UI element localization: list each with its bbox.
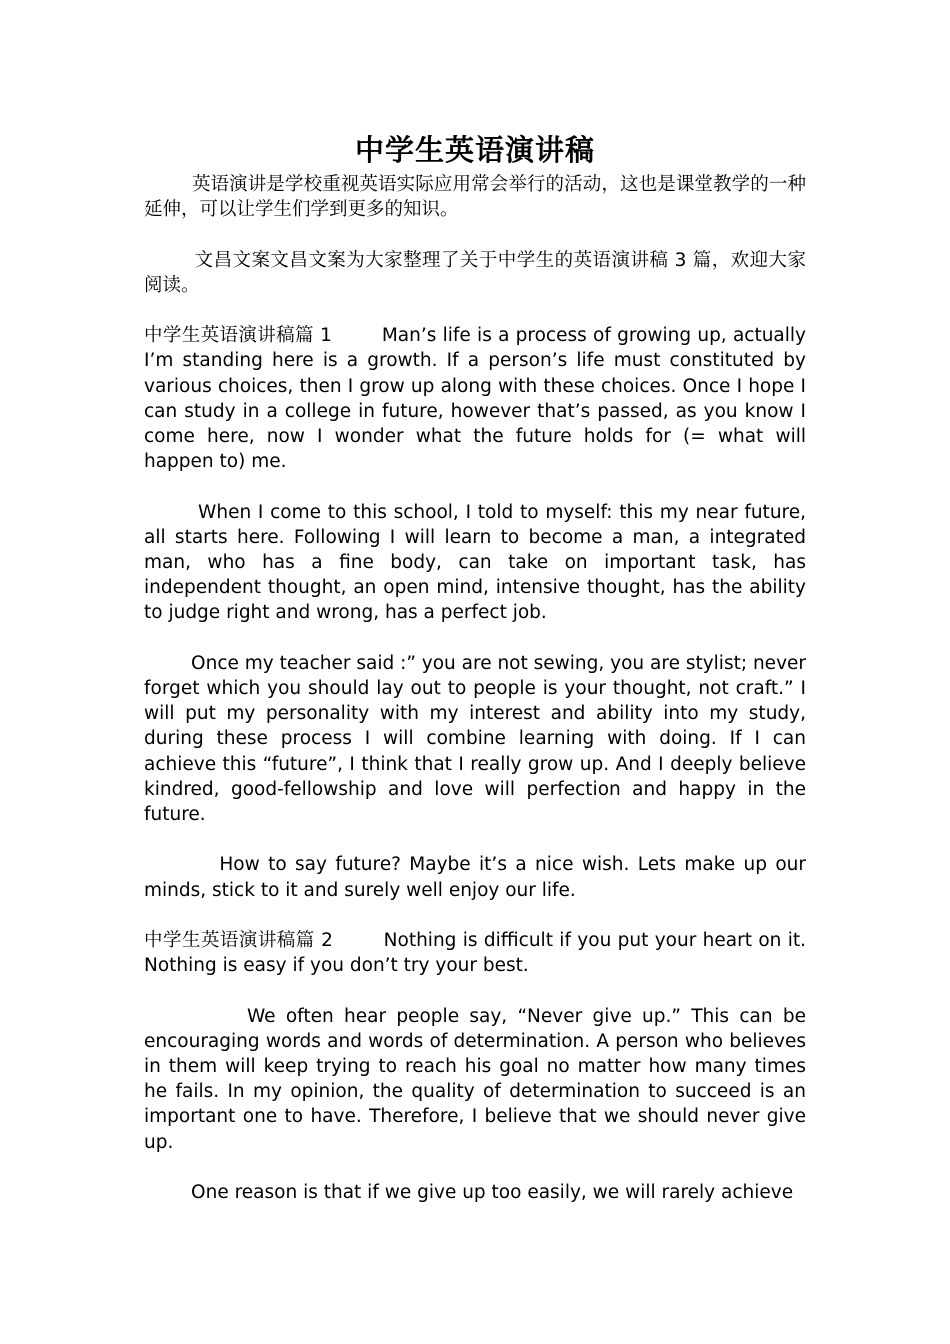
paragraph-speech-1-part-2: When I come to this school, I told to myself: this my near future, all starts here. Following I will learn to become a man, a integrated man, who has a fine body, can take on important task, has independent thought, an open mind, intensive thought, has the ability to judge right and wrong, has a perfect job.: [144, 501, 812, 624]
paragraph-intro-1: 英语演讲是学校重视英语实际应用常会举行的活动，这也是课堂教学的一种延伸，可以让学生们学到更多的知识。: [144, 174, 806, 221]
paragraph-speech-1-part-3: Once my teacher said :” you are not sewing, you are stylist; never forget which you should lay out to people is your thought, not craft.” I will put my personality with my interest and ability into my study, during these process I will combine learning with doing. If I can achieve this “future”, I think that I really grow up. And I deeply believe kindred, good-fellowship and love will perfection and happy in the future.: [144, 652, 812, 826]
paragraph-speech-1-part-4: How to say future? Maybe it’s a nice wish. Lets make up our minds, stick to it and surely well enjoy our life.: [144, 854, 812, 901]
document-page: [144, 128, 812, 1205]
document-title: 中学生英语演讲稿: [354, 133, 595, 167]
paragraph-speech-2-part-2: We often hear people say, “Never give up.” This can be encouraging words and words of determination. A person who believes in them will keep trying to reach his goal no matter how many times he fails. In my opinion, the quality of determination to succeed is an important one to have. Therefore, I believe that we should never give up.: [144, 1005, 812, 1153]
paragraph-speech-2-part-3: One reason is that if we give up too easily, we will rarely achieve: [144, 1182, 794, 1203]
paragraph-intro-2: 文昌文案文昌文案为大家整理了关于中学生的英语演讲稿 3 篇，欢迎大家阅读。: [144, 249, 807, 296]
paragraph-speech-2-part-1: 中学生英语演讲稿篇 2 Nothing is difficult if you put your heart on it. Nothing is easy if you don’t try your best.: [144, 930, 812, 977]
paragraph-speech-1-part-1: 中学生英语演讲稿篇 1 Man’s life is a process of growing up, actually I’m standing here is a growth. If a person’s life must constituted by various choices, then I grow up along with these choices. Once I hope I can study in a college in future, however that’s passed, as you know I come here, now I wonder what the future holds for (= what will happen to) me.: [144, 325, 812, 473]
